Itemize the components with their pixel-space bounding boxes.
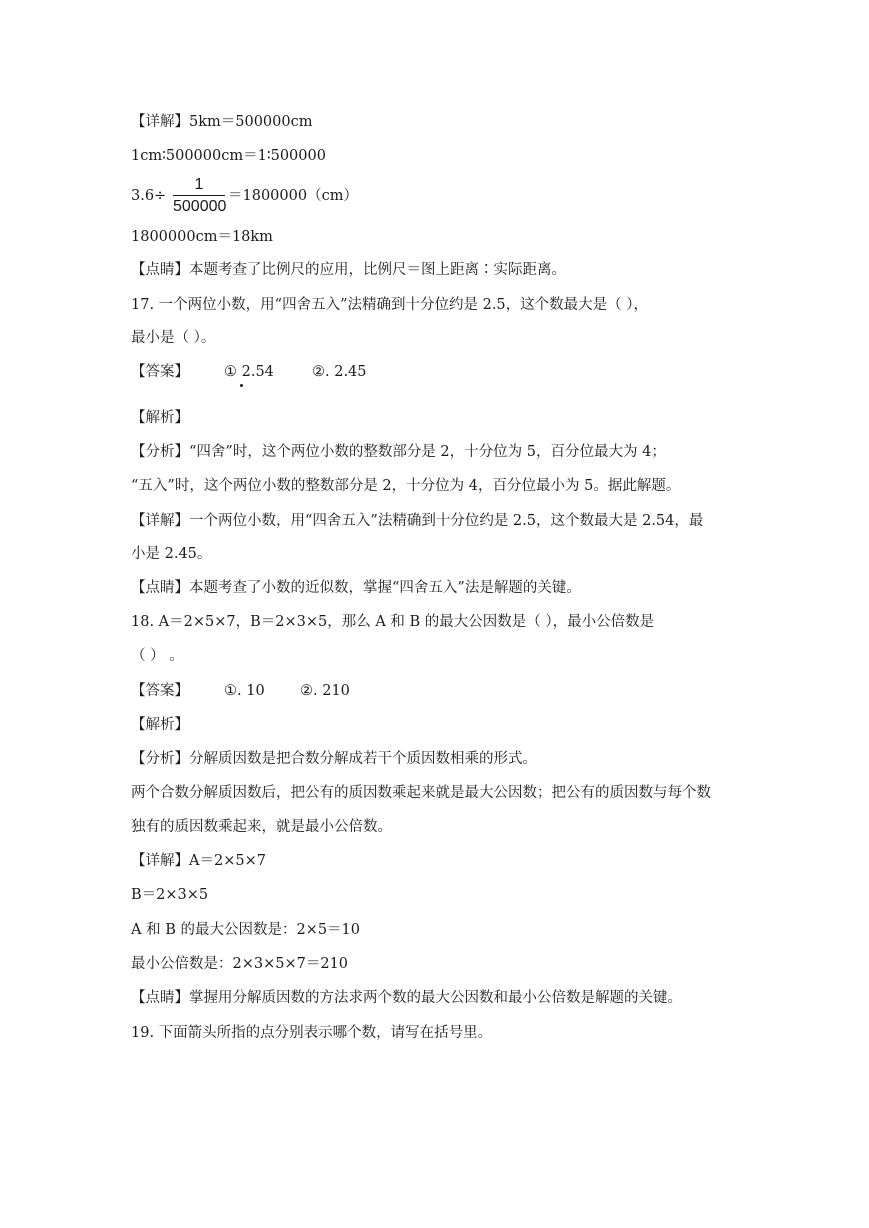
fraction-numerator: 1 bbox=[194, 176, 204, 193]
question-19: 19. 下面箭头所指的点分别表示哪个数，请写在括号里。 bbox=[131, 1025, 493, 1041]
analysis-18-line-1: 【分析】分解质因数是把合数分解成若干个质因数相乘的形式。 bbox=[131, 751, 537, 767]
analysis-17-line-2: “五入”时，这个两位小数的整数部分是 2，十分位为 4，百分位最小为 5。据此解题。 bbox=[131, 478, 681, 494]
detail-line-3-prefix: 3.6÷ bbox=[131, 188, 167, 204]
answer-17-value-2: ②. 2.45 bbox=[312, 364, 367, 380]
detail-18-line-4: 最小公倍数是：2×3×5×7＝210 bbox=[131, 956, 349, 972]
answer-17-value-1: ① 2.54 bbox=[224, 364, 274, 380]
detail-line-2: 1cm∶500000cm＝1∶500000 bbox=[131, 148, 326, 164]
key-point-17: 【点睛】本题考查了小数的近似数，掌握“四舍五入”法是解题的关键。 bbox=[131, 580, 581, 596]
answer-18-value-1: ①. 10 bbox=[224, 683, 265, 699]
fraction-bar bbox=[173, 195, 225, 196]
fraction-denominator: 500000 bbox=[173, 198, 227, 215]
stray-dot bbox=[240, 384, 243, 387]
question-17-line-1: 17. 一个两位小数，用“四舍五入”法精确到十分位约是 2.5，这个数最大是（ ）， bbox=[131, 297, 649, 313]
detail-line-3-suffix: ＝1800000（cm） bbox=[228, 188, 358, 204]
analysis-17-line-1: 【分析】“四舍”时，这个两位小数的整数部分是 2，十分位为 5，百分位最大为 4； bbox=[131, 444, 666, 460]
analysis-17-heading: 【解析】 bbox=[131, 410, 189, 426]
question-18-line-1: 18. A＝2×5×7，B＝2×3×5，那么 A 和 B 的最大公因数是（ ），最小公倍数是 bbox=[131, 614, 655, 630]
question-18-line-2: （ ） 。 bbox=[131, 648, 184, 664]
question-17-line-2: 最小是（ ）。 bbox=[131, 330, 216, 346]
detail-18-line-2: B＝2×3×5 bbox=[131, 887, 209, 903]
detail-line-1: 【详解】5km＝500000cm bbox=[131, 114, 313, 130]
detail-line-4: 1800000cm＝18km bbox=[131, 229, 273, 245]
answer-17-label: 【答案】 bbox=[131, 364, 189, 380]
answer-18-label: 【答案】 bbox=[131, 683, 189, 699]
analysis-18-line-2: 两个合数分解质因数后，把公有的质因数乘起来就是最大公因数；把公有的质因数与每个数 bbox=[131, 785, 711, 801]
fraction bbox=[173, 176, 225, 216]
detail-18-line-3: A 和 B 的最大公因数是：2×5＝10 bbox=[131, 922, 361, 938]
detail-18-line-1: 【详解】A＝2×5×7 bbox=[131, 853, 266, 869]
key-point-18: 【点睛】掌握用分解质因数的方法求两个数的最大公因数和最小公倍数是解题的关键。 bbox=[131, 990, 682, 1006]
key-point-16: 【点睛】本题考查了比例尺的应用，比例尺＝图上距离∶实际距离。 bbox=[131, 262, 566, 278]
analysis-18-heading: 【解析】 bbox=[131, 717, 189, 733]
analysis-18-line-3: 独有的质因数乘起来，就是最小公倍数。 bbox=[131, 819, 392, 835]
answer-18-value-2: ②. 210 bbox=[300, 683, 350, 699]
detail-17-line-2: 小是 2.45。 bbox=[131, 546, 212, 562]
detail-17-line-1: 【详解】一个两位小数，用“四舍五入”法精确到十分位约是 2.5，这个数最大是 2.54，最 bbox=[131, 513, 704, 529]
